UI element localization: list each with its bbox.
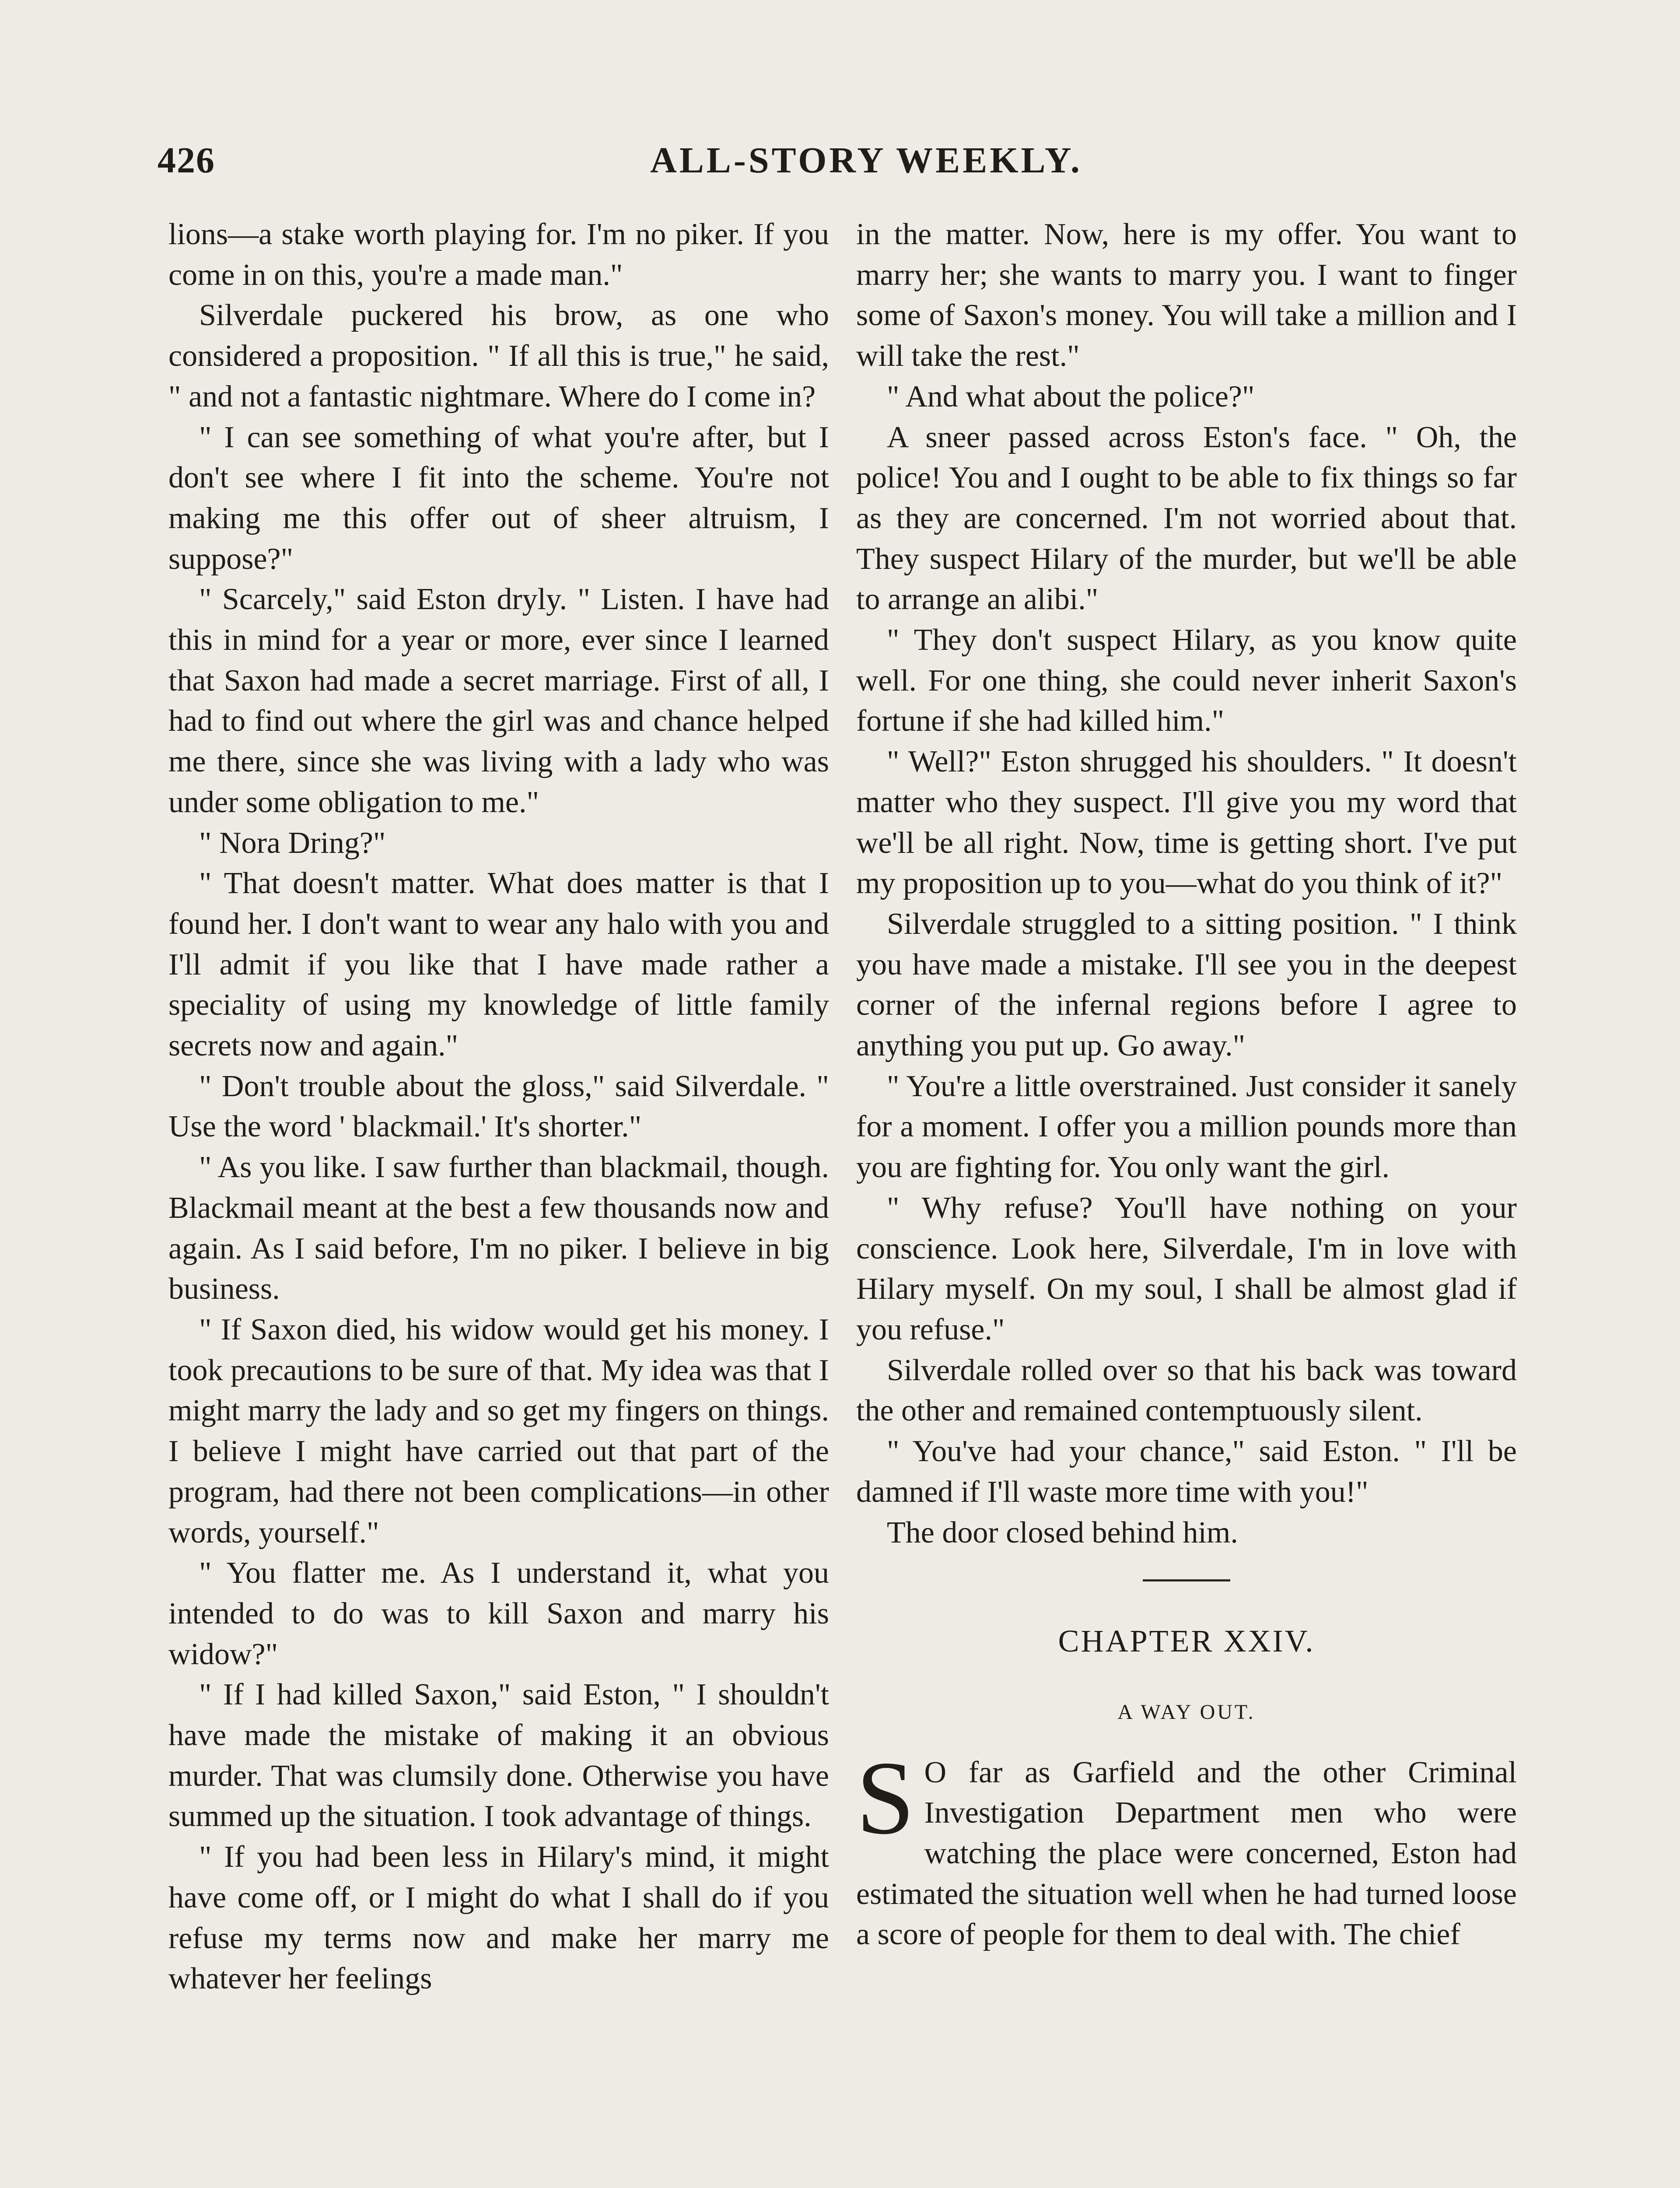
paragraph: " They don't suspect Hilary, as you know quite well. For one thing, she could never inherit Saxon's fortune if she had killed him.": [856, 623, 1517, 738]
paragraph: " Well?" Eston shrugged his shoulders. " It doesn't matter who they suspect. I'll give you my word that we'll be all right. Now, time is getting short. I've put my proposition up to you—what do you think of it?": [856, 745, 1517, 901]
paragraph: Silverdale struggled to a sitting position. " I think you have made a mistake. I'll see you in the deepest corner of the infernal regions before I agree to anything you put up. Go away.": [856, 907, 1517, 1063]
page-number: 426: [158, 140, 215, 181]
paragraph: " If you had been less in Hilary's mind, it might have come off, or I might do what I shall do if you refuse my terms now and make her marry me whatever her feelings: [168, 1840, 829, 1996]
page-header: [158, 139, 1522, 187]
paragraph: " And what about the police?": [887, 379, 1255, 414]
chapter-title: CHAPTER XXIV.: [1058, 1623, 1315, 1659]
paragraph: The door closed behind him.: [887, 1515, 1238, 1550]
paragraph: Silverdale puckered his brow, as one who considered a proposition. " If all this is true," he said, " and not a fantastic nightmare. Where do I come in?: [168, 298, 829, 414]
paragraph: " As you like. I saw further than blackmail, though. Blackmail meant at the best a few thousands now and again. As I said before, I'm no piker. I believe in big business.: [168, 1150, 829, 1306]
chapter-opening-text: O far as Garfield and the other Criminal Investigation Department men who were watching the place were concerned, Eston had estimated the situation well when he had turned loose a score of people for them to deal with. The chief: [856, 1755, 1517, 1952]
paragraph: " I can see something of what you're after, but I don't see where I fit into the scheme. You're not making me this offer out of sheer altruism, I suppose?": [168, 420, 829, 576]
left-column: [168, 214, 829, 1999]
magazine-title: ALL-STORY WEEKLY.: [650, 140, 1082, 181]
section-divider: [1143, 1579, 1230, 1581]
paragraph: " You're a little overstrained. Just consider it sanely for a moment. I offer you a million pounds more than you are fighting for. You only want the girl.: [856, 1069, 1517, 1185]
right-column: [856, 214, 1517, 1955]
paragraph: " You flatter me. As I understand it, what you intended to do was to kill Saxon and marry his widow?": [168, 1556, 829, 1671]
paragraph: " You've had your chance," said Eston. " I'll be damned if I'll waste more time with you!": [856, 1434, 1517, 1509]
chapter-subtitle: A WAY OUT.: [1117, 1700, 1256, 1724]
paragraph: Silverdale rolled over so that his back was toward the other and remained contemptuously silent.: [856, 1353, 1517, 1428]
paragraph: " Don't trouble about the gloss," said Silverdale. " Use the word ' blackmail.' It's shorter.": [168, 1069, 829, 1144]
paragraph: A sneer passed across Eston's face. " Oh, the police! You and I ought to be able to fix things so far as they are concerned. I'm not worried about that. They suspect Hilary of the murder, but we'll be able to arrange an alibi.": [856, 420, 1517, 617]
paragraph: " Scarcely," said Eston dryly. " Listen. I have had this in mind for a year or more, ever since I learned that Saxon had made a secret marriage. First of all, I had to find out where the girl was and chance helped me there, since she was living with a lady who was under some obligation to me.": [168, 582, 829, 819]
paragraph: lions—a stake worth playing for. I'm no piker. If you come in on this, you're a made man.": [168, 217, 829, 292]
chapter-opening-paragraph: [856, 1739, 1517, 1956]
paragraph: " If Saxon died, his widow would get his money. I took precautions to be sure of that. My idea was that I might marry the lady and so get my fingers on things. I believe I might have carried out that part of the program, had there not been complications—in other words, yourself.": [168, 1312, 829, 1550]
paragraph: " Nora Dring?": [199, 826, 386, 860]
paragraph: " If I had killed Saxon," said Eston, " I shouldn't have made the mistake of making it an obvious murder. That was clumsily done. Otherwise you have summed up the situation. I took advantage of things.: [168, 1678, 829, 1834]
drop-cap: S: [856, 1739, 915, 1856]
paragraph: " Why refuse? You'll have nothing on your conscience. Look here, Silverdale, I'm in love with Hilary myself. On my soul, I shall be almost glad if you refuse.": [856, 1191, 1517, 1346]
paragraph: " That doesn't matter. What does matter is that I found her. I don't want to wear any halo with you and I'll admit if you like that I have made rather a speciality of using my knowledge of little family secrets now and again.": [168, 866, 829, 1063]
paragraph: in the matter. Now, here is my offer. You want to marry her; she wants to marry you. I want to finger some of Saxon's money. You will take a million and I will take the rest.": [856, 217, 1517, 373]
